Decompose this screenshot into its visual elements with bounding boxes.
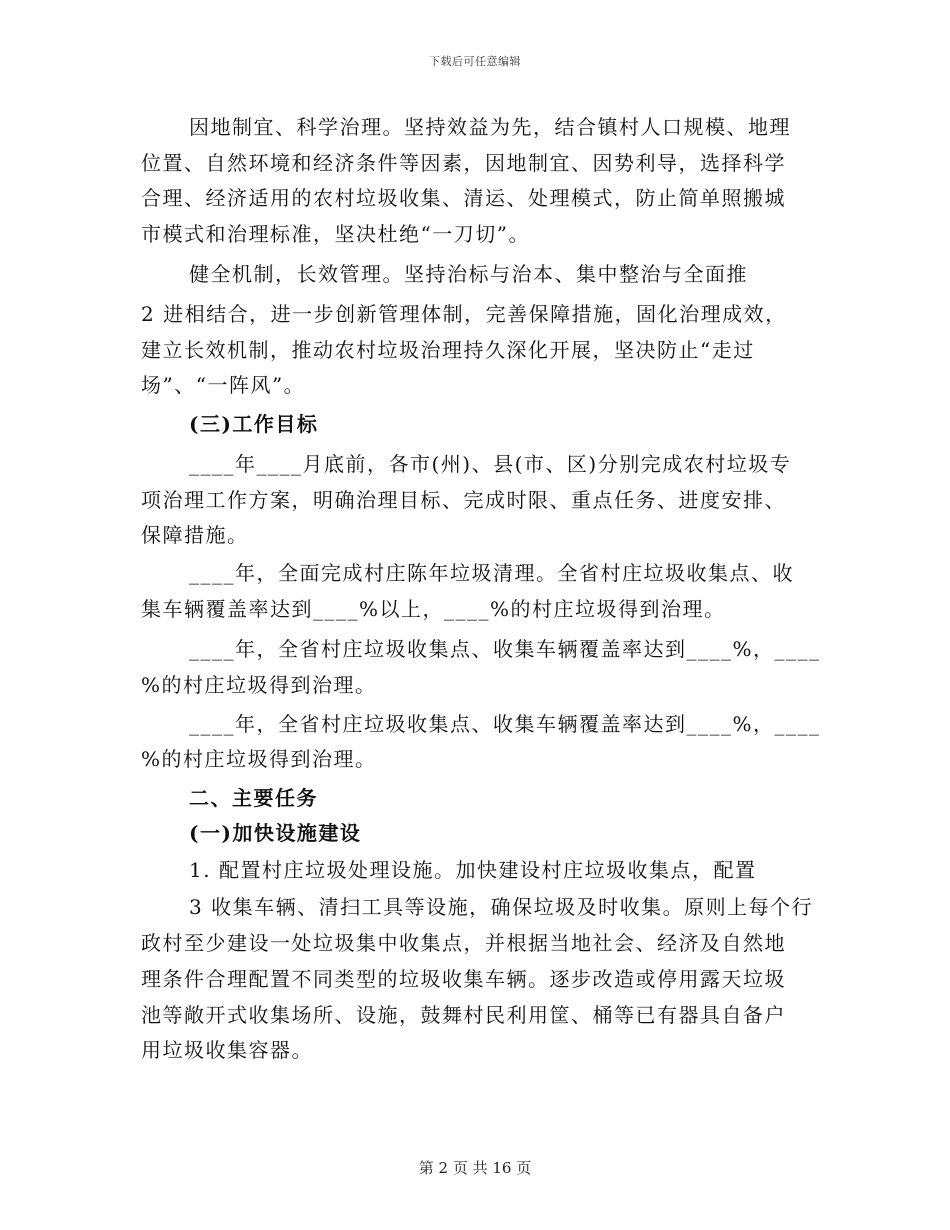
paragraph-line: %的村庄垃圾得到治理。 bbox=[141, 747, 377, 771]
paragraph-line: ____年，全省村庄垃圾收集点、收集车辆覆盖率达到____%，____ bbox=[189, 712, 821, 736]
paragraph-line: ____年____月底前，各市(州)、县(市、区)分别完成农村垃圾专 bbox=[189, 452, 792, 476]
page-footer: 第 2 页 共 16 页 bbox=[418, 1159, 532, 1177]
page-header: 下载后可任意编辑 bbox=[429, 55, 521, 68]
paragraph-line: 因地制宜、科学治理。坚持效益为先，结合镇村人口规模、地理 bbox=[189, 115, 791, 139]
section-heading: (三)工作目标 bbox=[189, 412, 319, 436]
paragraph-line: 项治理工作方案，明确治理目标、完成时限、重点任务、进度安排、 bbox=[141, 488, 786, 512]
paragraph-line: %的村庄垃圾得到治理。 bbox=[141, 673, 377, 697]
paragraph-line: 场”、“一阵风”。 bbox=[141, 373, 306, 397]
paragraph-line: 集车辆覆盖率达到____%以上，____%的村庄垃圾得到治理。 bbox=[141, 597, 726, 621]
paragraph-line: 健全机制，长效管理。坚持治标与治本、集中整治与全面推 bbox=[189, 262, 748, 286]
paragraph-line: 市模式和治理标准，坚决杜绝“一刀切”。 bbox=[141, 222, 530, 246]
paragraph-line: 理条件合理配置不同类型的垃圾收集车辆。逐步改造或停用露天垃圾 bbox=[141, 967, 786, 991]
section-heading: 二、主要任务 bbox=[189, 786, 318, 810]
paragraph-line: 2 进相结合，进一步创新管理体制，完善保障措施，固化治理成效， bbox=[141, 302, 787, 326]
paragraph-line: ____年，全面完成村庄陈年垃圾清理。全省村庄垃圾收集点、收 bbox=[189, 561, 794, 585]
paragraph-line: 用垃圾收集容器。 bbox=[141, 1038, 313, 1062]
paragraph-line: 3 收集车辆、清扫工具等设施，确保垃圾及时收集。原则上每个行 bbox=[189, 895, 814, 919]
paragraph-line: 位置、自然环境和经济条件等因素，因地制宜、因势利导，选择科学 bbox=[141, 151, 786, 175]
paragraph-line: 合理、经济适用的农村垃圾收集、清运、处理模式，防止简单照搬城 bbox=[141, 186, 786, 210]
paragraph-line: 政村至少建设一处垃圾集中收集点，并根据当地社会、经济及自然地 bbox=[141, 931, 786, 955]
paragraph-line: 池等敞开式收集场所、设施，鼓舞村民利用筐、桶等已有器具自备户 bbox=[141, 1003, 786, 1027]
paragraph-line: 建立长效机制，推动农村垃圾治理持久深化开展，坚决防止“走过 bbox=[141, 338, 755, 362]
paragraph-line: ____年，全省村庄垃圾收集点、收集车辆覆盖率达到____%，____ bbox=[189, 637, 821, 661]
paragraph-line: 保障措施。 bbox=[141, 523, 249, 547]
subsection-heading: (一)加快设施建设 bbox=[189, 821, 362, 845]
paragraph-line: 1. 配置村庄垃圾处理设施。加快建设村庄垃圾收集点，配置 bbox=[189, 858, 757, 882]
